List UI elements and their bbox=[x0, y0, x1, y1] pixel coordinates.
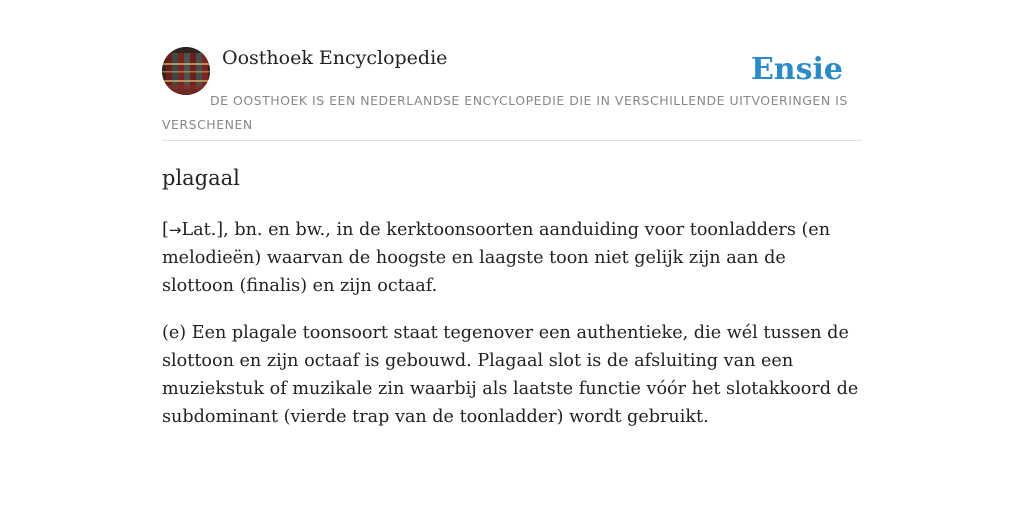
books-icon bbox=[162, 47, 210, 95]
site-title-link[interactable]: Oosthoek Encyclopedie bbox=[222, 47, 448, 69]
cross-reference-arrow-icon: → bbox=[168, 221, 182, 239]
site-tagline: DE OOSTHOEK IS EEN NEDERLANDSE ENCYCLOPEDIE DIE IN VERSCHILLENDE UITVOERINGEN IS VERSCHENEN bbox=[162, 93, 848, 132]
article bbox=[162, 162, 862, 431]
site-header bbox=[162, 46, 862, 141]
article-paragraph-definition bbox=[162, 216, 862, 300]
ensie-brand-link[interactable]: Ensie bbox=[750, 52, 843, 87]
definition-text: Lat.], bn. en bw., in de kerktoonsoorten aanduiding voor toonladders (en melodieën) waarvan de hoogste en laagste toon niet gelijk zijn aan de slottoon (finalis) en zijn octaaf. bbox=[162, 220, 831, 296]
article-term: plagaal bbox=[162, 166, 240, 190]
open-bracket: [ bbox=[162, 220, 169, 240]
article-paragraph-explanation: (e) Een plagale toonsoort staat tegenover een authentieke, die wél tussen de slottoon en zijn octaaf is gebouwd. Plagaal slot is de afsluiting van een muziekstuk of muzikale zin waarbij als laatste functie vóór het slotakkoord de subdominant (vierde trap van de toonladder) wordt gebruikt. bbox=[162, 323, 859, 427]
encyclopedia-avatar-icon[interactable] bbox=[162, 47, 210, 95]
